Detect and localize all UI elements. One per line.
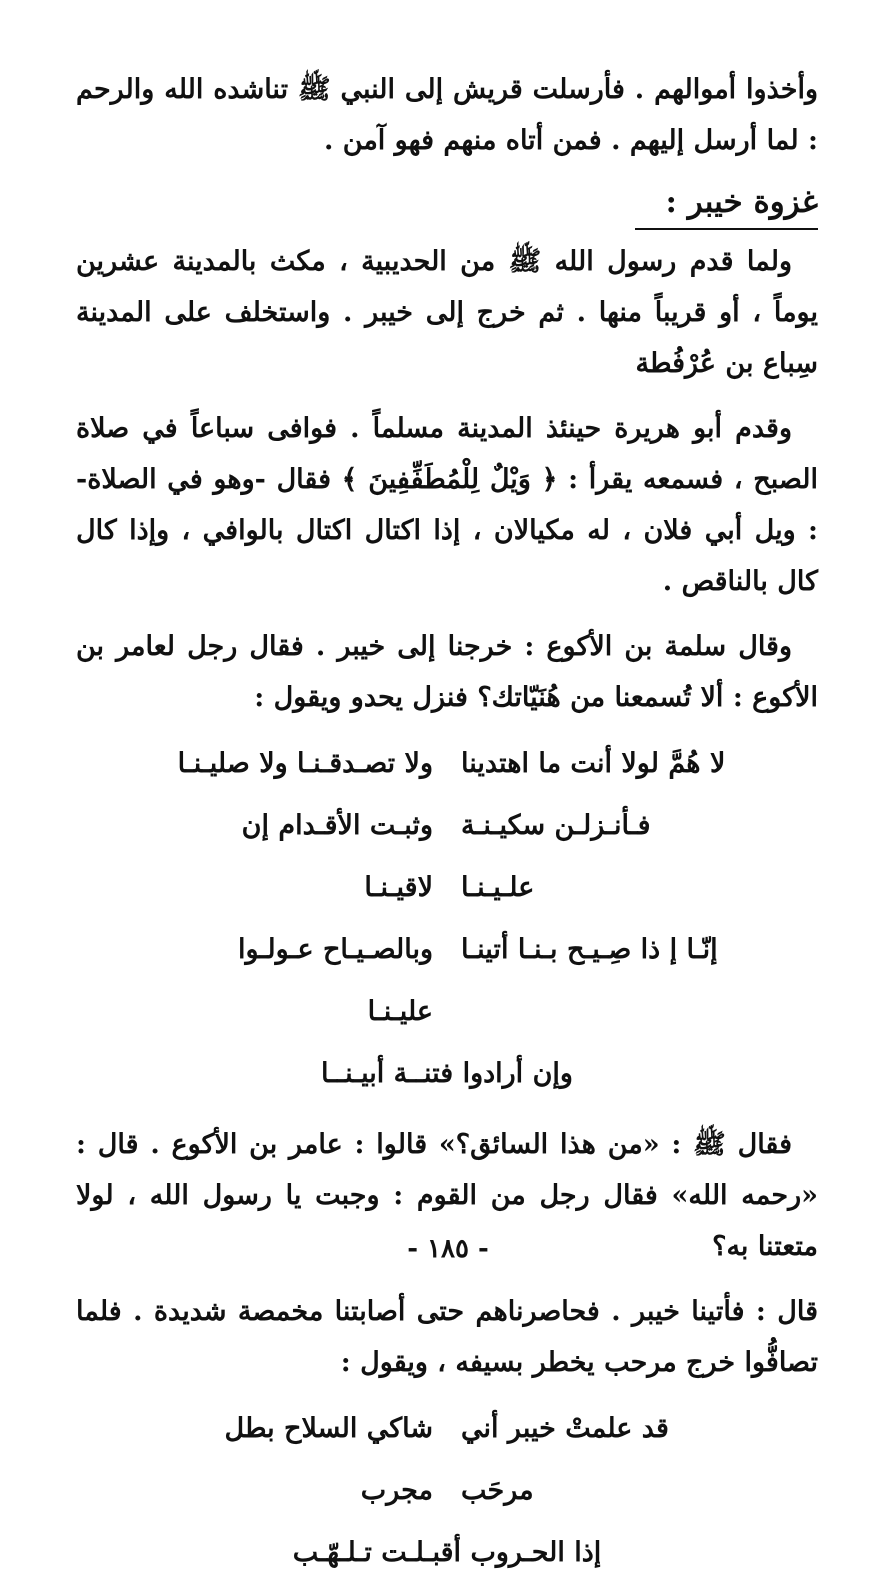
section-heading: غزوة خيبر : [635,184,818,230]
poem-verse [76,733,818,795]
poem-verse [76,795,818,919]
paragraph-6: قال : فأتينا خيبر . فحاصرناهم حتى أصابتنا مخمصة شديدة . فلما تصافُّوا خرج مرحب يخطر بسيفه ، ويقول : [76,1296,818,1378]
verse-second-hemistich: ولا تصـدقـنـا ولا صليـنـا [177,748,433,779]
verse-second-hemistich: وثبـت الأقـدام إن لاقيـنـا [241,810,433,903]
paragraph-2: ولما قدم رسول الله ﷺ من الحديبية ، مكث بالمدينة عشرين يوماً ، أو قريباً منها . ثم خرج إلى خيبر . واستخلف على المدينة سِباع بن عُرْفُطة [76,246,818,379]
verse-first-hemistich: لا هُمَّ لولا أنت ما اهتدينا [461,748,726,779]
section-heading-wrap [76,166,818,230]
verse-second-hemistich: وبالصـيـاح عـولـوا عليـنـا [238,934,433,1027]
poem-verse [76,1398,818,1522]
paragraph-3: وقدم أبو هريرة حينئذ المدينة مسلماً . فوافى سباعاً في صلاة الصبح ، فسمعه يقرأ : ﴿ وَيْلٌ لِلْمُطَفِّفِينَ ﴾ فقال -وهو في الصلاة- : ويل أبي فلان ، له مكيالان ، إذا اكتال اكتال بالوافي ، وإذا كال كال بالناقص . [76,413,818,597]
poem-hida [76,733,818,1105]
verse-first-hemistich: قد علمتْ خيبر أني مرحَب [461,1413,669,1506]
paragraph-1: وأخذوا أموالهم . فأرسلت قريش إلى النبي ﷺ تناشده الله والرحم : لما أرسل إليهم . فمن أتاه منهم فهو آمن . [76,74,818,156]
paragraph-4: وقال سلمة بن الأكوع : خرجنا إلى خيبر . فقال رجل لعامر بن الأكوع : ألا تُسمعنا من هُنَيّاتك؟ فنزل يحدو ويقول : [76,631,818,713]
poem-closing-line: وإن أرادوا فتنــة أبيـنــا [321,1058,573,1089]
verse-first-hemistich: فـأنـزلـن سكيـنـة علـيـنـا [461,810,651,903]
poem-marhab [76,1398,818,1584]
verse-first-hemistich: إنّـا إ ذا صِـيـح بـنـا أتينـا [461,934,718,965]
page-number: - ١٨٥ - [407,1234,489,1264]
paragraph-5: فقال ﷺ : «من هذا السائق؟» قالوا : عامر بن الأكوع . قال : «رحمه الله» فقال رجل من القوم : وجبت يا رسول الله ، لولا متعتنا به؟ [76,1129,818,1262]
poem-closing-line: إذا الحـروب أقبـلـت تـلـهّـب [292,1537,602,1568]
poem-verse [76,919,818,1043]
verse-second-hemistich: شاكي السلاح بطل مجرب [224,1413,433,1506]
